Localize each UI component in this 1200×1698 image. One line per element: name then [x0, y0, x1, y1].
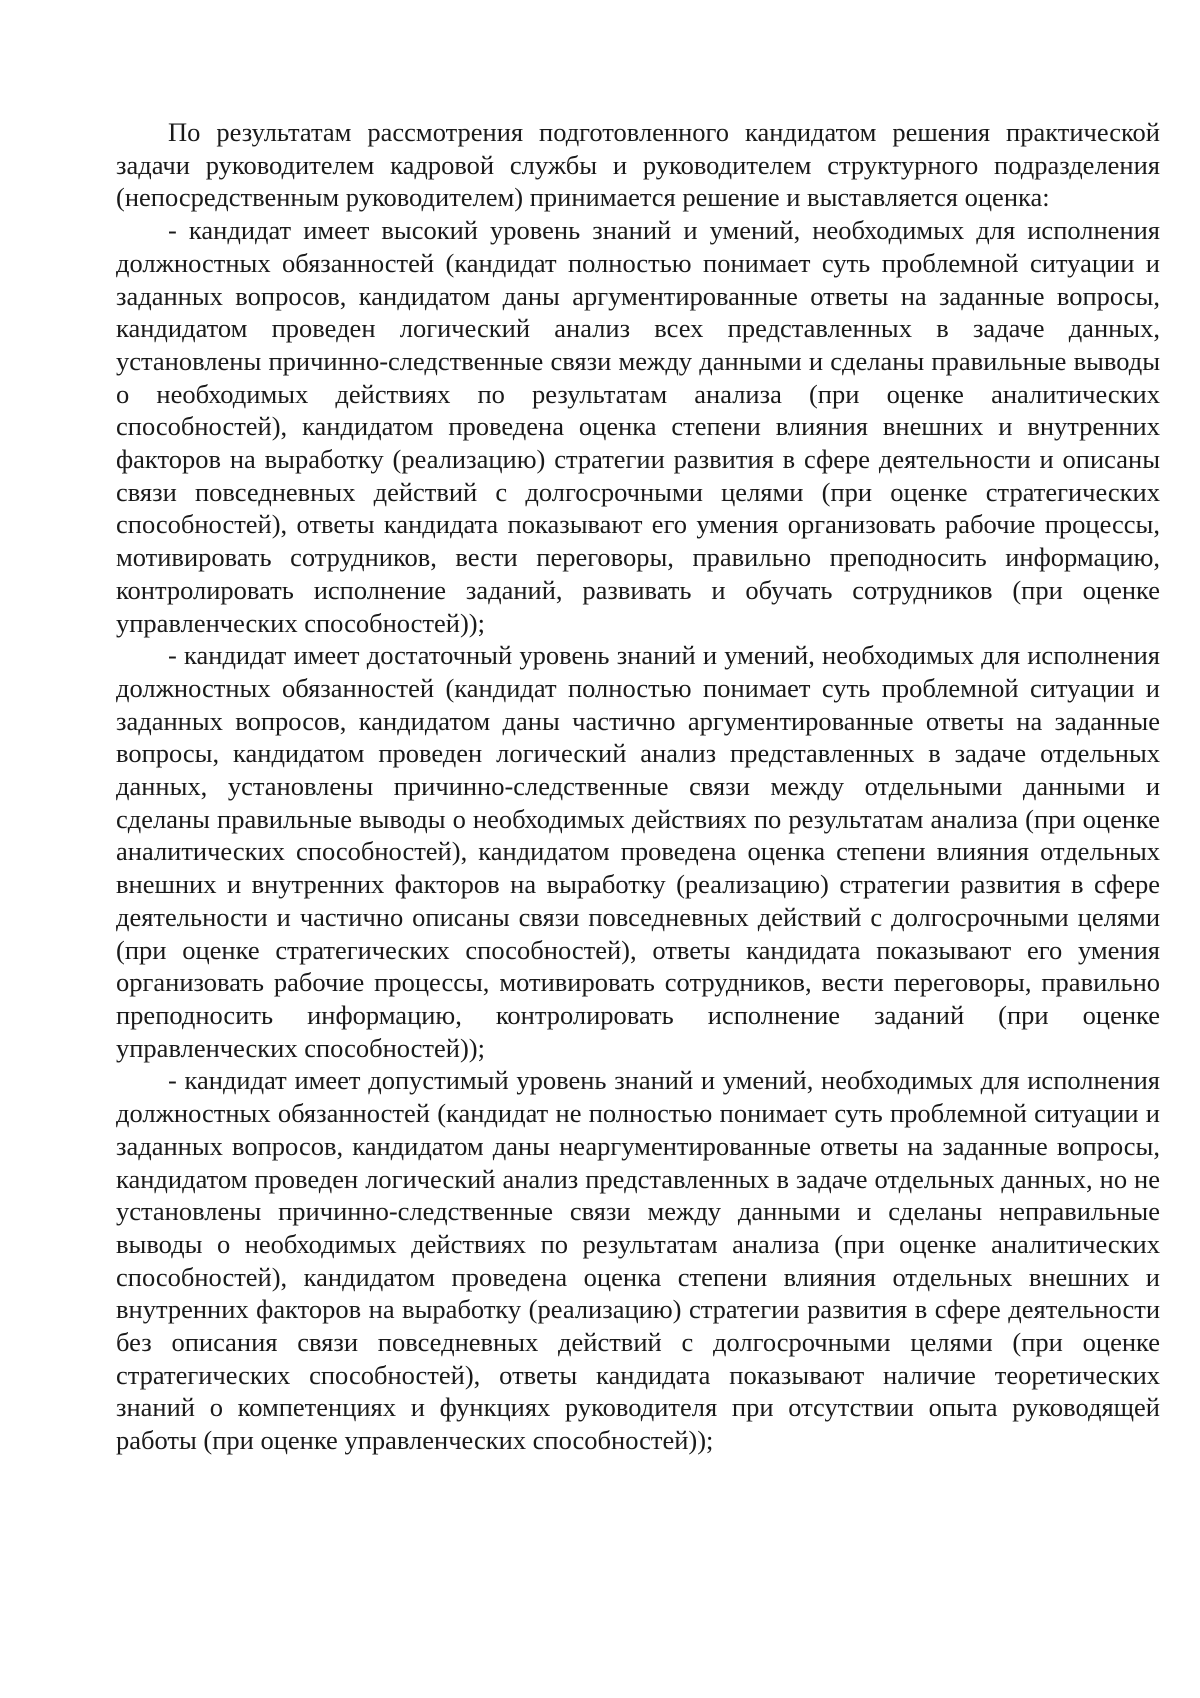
- document-body: [116, 116, 1160, 1457]
- paragraph-intro: По результатам рассмотрения подготовленного кандидатом решения практической задачи руководителем кадровой службы и руководителем структурного подразделения (непосредственным руководителем) принимается решение и выставляется оценка:: [116, 117, 1160, 213]
- paragraph-acceptable-level: - кандидат имеет допустимый уровень знаний и умений, необходимых для исполнения должностных обязанностей (кандидат не полностью понимает суть проблемной ситуации и заданных вопросов, кандидатом даны неаргументированные ответы на заданные вопросы, кандидатом проведен логический анализ представленных в задаче отдельных данных, но не установлены причинно-следственные связи между данными и сделаны неправильные выводы о необходимых действиях по результатам анализа (при оценке аналитических способностей), кандидатом проведена оценка степени влияния отдельных внешних и внутренних факторов на выработку (реализацию) стратегии развития в сфере деятельности без описания связи повседневных действий с долгосрочными целями (при оценке стратегических способностей), ответы кандидата показывают наличие теоретических знаний о компетенциях и функциях руководителя при отсутствии опыта руководящей работы (при оценке управленческих способностей));: [116, 1065, 1160, 1456]
- paragraph-sufficient-level: - кандидат имеет достаточный уровень знаний и умений, необходимых для исполнения должностных обязанностей (кандидат полностью понимает суть проблемной ситуации и заданных вопросов, кандидатом даны частично аргументированные ответы на заданные вопросы, кандидатом проведен логический анализ представленных в задаче отдельных данных, установлены причинно-следственные связи между отдельными данными и сделаны правильные выводы о необходимых действиях по результатам анализа (при оценке аналитических способностей), кандидатом проведена оценка степени влияния отдельных внешних и внутренних факторов на выработку (реализацию) стратегии развития в сфере деятельности и частично описаны связи повседневных действий с долгосрочными целями (при оценке стратегических способностей), ответы кандидата показывают его умения организовать рабочие процессы, мотивировать сотрудников, вести переговоры, правильно преподносить информацию, контролировать исполнение заданий (при оценке управленческих способностей));: [116, 640, 1160, 1063]
- paragraph-high-level: - кандидат имеет высокий уровень знаний и умений, необходимых для исполнения должностных обязанностей (кандидат полностью понимает суть проблемной ситуации и заданных вопросов, кандидатом даны аргументированные ответы на заданные вопросы, кандидатом проведен логический анализ всех представленных в задаче данных, установлены причинно-следственные связи между данными и сделаны правильные выводы о необходимых действиях по результатам анализа (при оценке аналитических способностей), кандидатом проведена оценка степени влияния внешних и внутренних факторов на выработку (реализацию) стратегии развития в сфере деятельности и описаны связи повседневных действий с долгосрочными целями (при оценке стратегических способностей), ответы кандидата показывают его умения организовать рабочие процессы, мотивировать сотрудников, вести переговоры, правильно преподносить информацию, контролировать исполнение заданий, развивать и обучать сотрудников (при оценке управленческих способностей));: [116, 215, 1160, 638]
